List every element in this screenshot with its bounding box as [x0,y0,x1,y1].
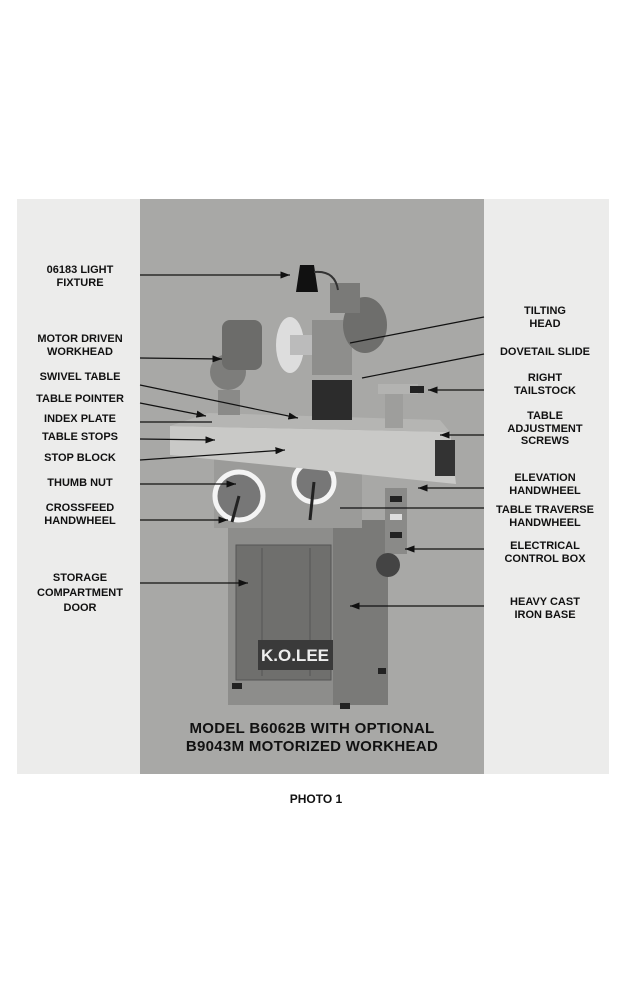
label-table-stops: TABLE STOPS [42,431,118,443]
caption-line-1: MODEL B6062B WITH OPTIONAL [189,720,435,737]
brand-plate: K.O.LEE [260,646,330,665]
label-storage-door: STORAGE COMPARTMENT DOOR [37,572,123,614]
label-table-traverse-handwheel: TABLE TRAVERSE HANDWHEEL [496,504,594,529]
label-table-adjustment-screws: TABLE ADJUSTMENT SCREWS [507,410,583,447]
light-fixture [296,265,318,292]
tilting-head [276,283,387,420]
caption-line-2: B9043M MOTORIZED WORKHEAD [185,738,439,755]
label-elevation-handwheel: ELEVATION HANDWHEEL [509,472,581,497]
label-dovetail-slide: DOVETAIL SLIDE [499,346,591,358]
label-tilting-head: TILTING HEAD [524,305,566,330]
label-thumb-nut: THUMB NUT [47,477,113,489]
label-crossfeed-handwheel: CROSSFEED HANDWHEEL [44,502,116,527]
label-table-pointer: TABLE POINTER [36,393,124,405]
photo-number: PHOTO 1 [289,792,343,806]
label-stop-block: STOP BLOCK [44,452,116,464]
label-electrical-control-box: ELECTRICAL CONTROL BOX [504,540,586,565]
label-motor-driven-workhead: MOTOR DRIVEN WORKHEAD [37,333,123,358]
label-index-plate: INDEX PLATE [44,413,116,425]
label-right-tailstock: RIGHT TAILSTOCK [514,372,576,397]
label-light-fixture: 06183 LIGHT FIXTURE [46,264,114,289]
label-swivel-table: SWIVEL TABLE [39,371,121,383]
cast-iron-base [228,520,388,709]
label-heavy-cast-iron-base: HEAVY CAST IRON BASE [510,596,580,621]
